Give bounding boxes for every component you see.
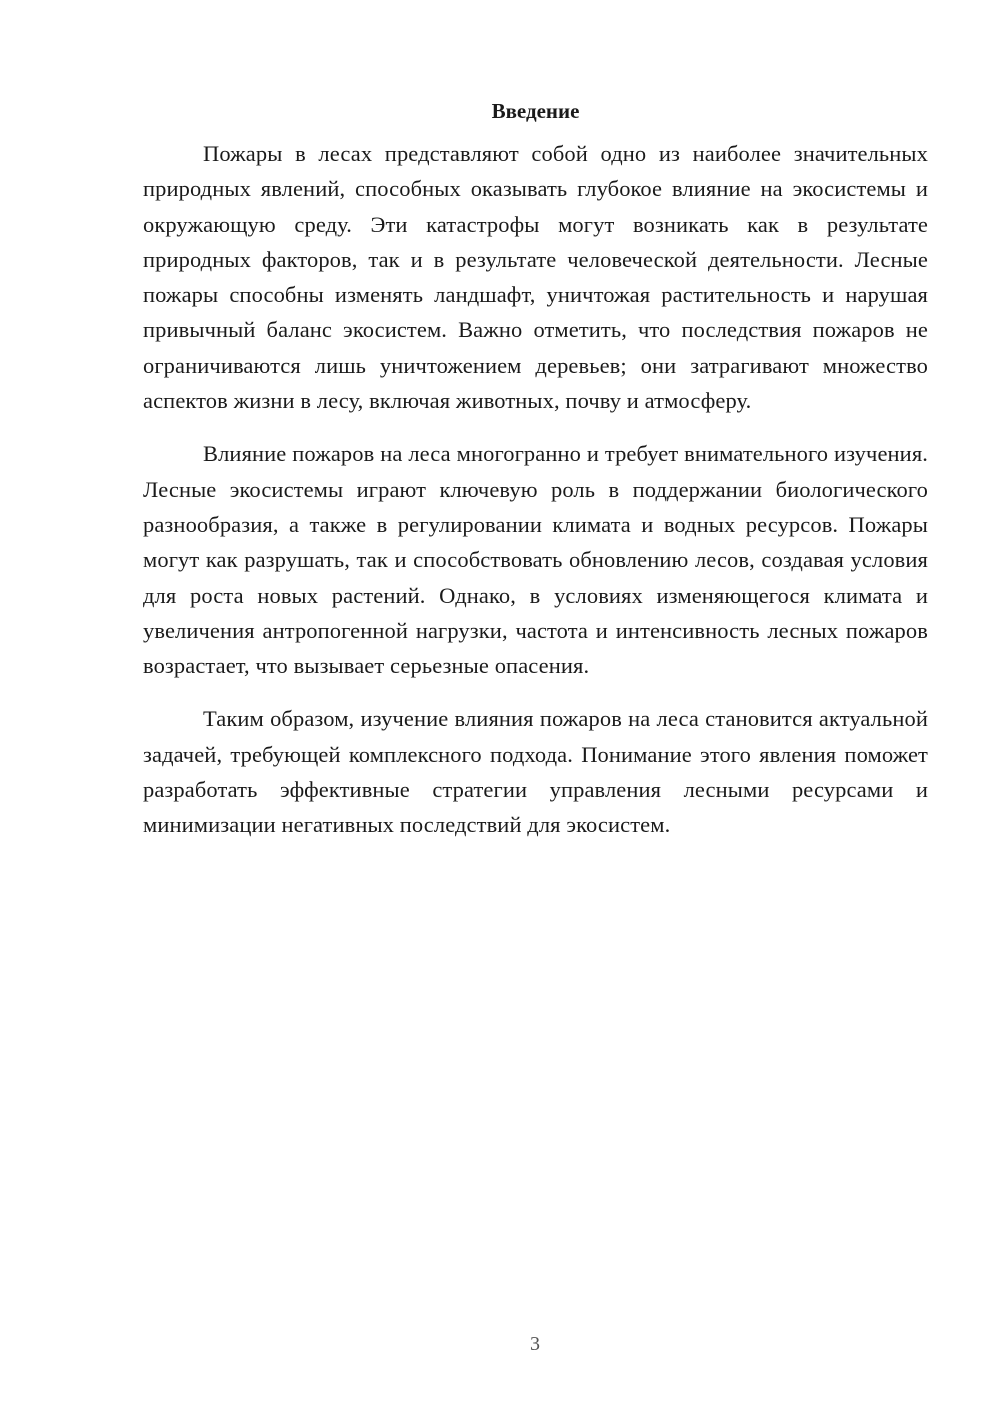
page-number: 3 [530,1333,540,1355]
paragraph-3: Таким образом, изучение влияния пожаров на леса становится актуальной задачей, требующей комплексного подхода. Понимание этого явления поможет разработать эффективные стратегии управления лесными ресурсами и минимизации негативных последствий для экосистем. [143,706,928,838]
paragraph-1: Пожары в лесах представляют собой одно из наиболее значительных природных явлений, способных оказывать глубокое влияние на экосистемы и окружающую среду. Эти катастрофы могут возникать как в результате природных факторов, так и в результате человеческой деятельности. Лесные пожары способны изменять ландшафт, уничтожая растительность и нарушая привычный баланс экосистем. Важно отметить, что последствия пожаров не ограничиваются лишь уничтожением деревьев; они затрагивают множество аспектов жизни в лесу, включая животных, почву и атмосферу. [143,141,928,414]
paragraph-2: Влияние пожаров на леса многогранно и требует внимательного изучения. Лесные экосистемы играют ключевую роль в поддержании биологического разнообразия, а также в регулировании климата и водных ресурсов. Пожары могут как разрушать, так и способствовать обновлению лесов, создавая условия для роста новых растений. Однако, в условиях изменяющегося климата и увеличения антропогенной нагрузки, частота и интенсивность лесных пожаров возрастает, что вызывает серьезные опасения. [143,441,928,679]
section-heading: Введение [491,99,580,123]
page-content [143,94,928,861]
